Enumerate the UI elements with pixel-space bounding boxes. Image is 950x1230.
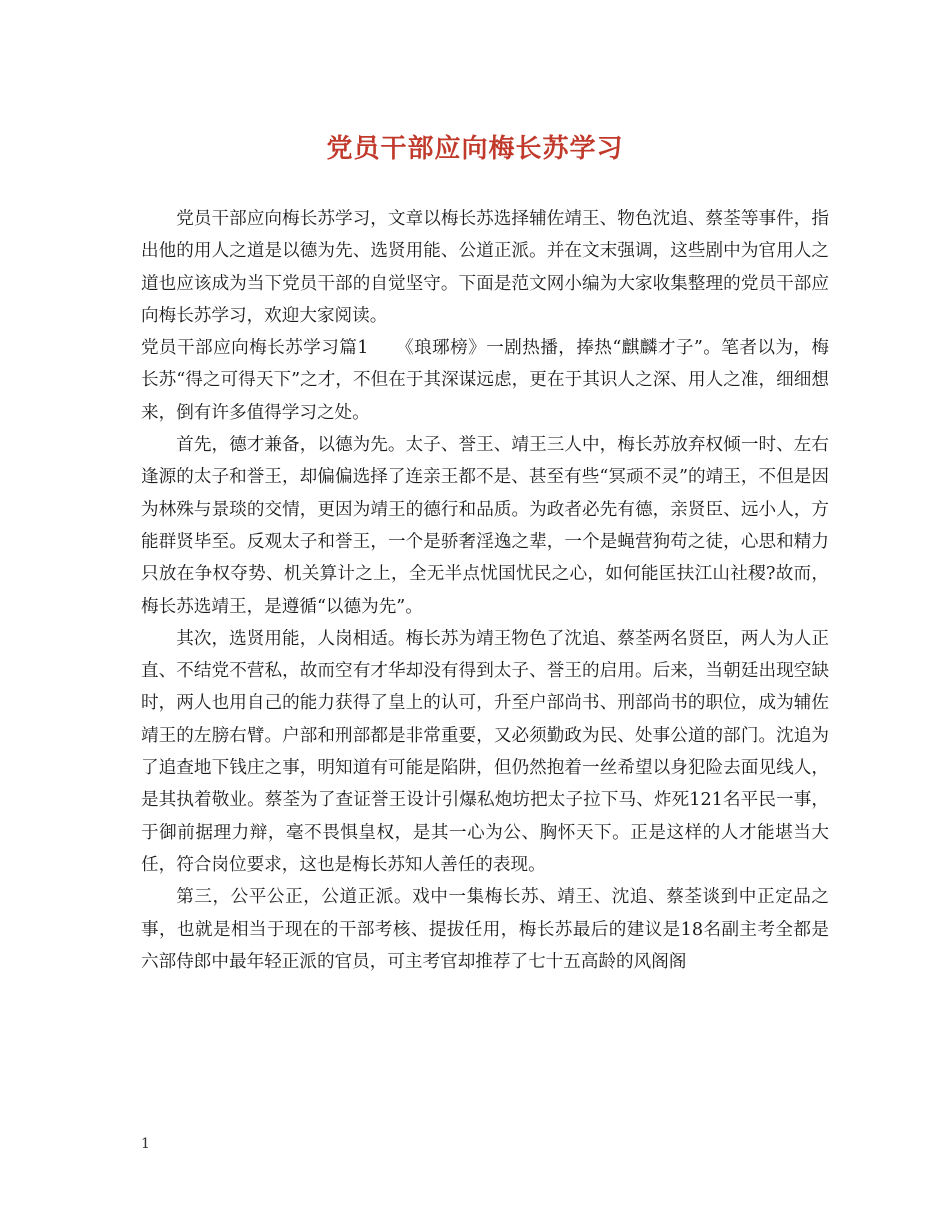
- page-number: 1: [141, 1136, 150, 1152]
- document-title: 党员干部应向梅长苏学习: [326, 134, 624, 164]
- paragraph-second-point: 其次，选贤用能，人岗相适。梅长苏为靖王物色了沈追、蔡荃两名贤臣，两人为人正直、不结党不营私，故而空有才华却没有得到太子、誉王的启用。后来，当朝廷出现空缺时，两人也用自己的能力获得了皇上的认可，升至户部尚书、刑部尚书的职位，成为辅佐靖王的左膀右臂。户部和刑部都是非常重要，又必须勤政为民、处事公道的部门。沈追为了追查地下钱庄之事，明知道有可能是陷阱，但仍然抱着一丝希望以身犯险去面见线人，是其执着敬业。蔡荃为了查证誉王设计引爆私炮坊把太子拉下马、炸死121名平民一事，于御前据理力辩，毫不畏惧皇权，是其一心为公、胸怀天下。正是这样的人才能堪当大任，符合岗位要求，这也是梅长苏知人善任的表现。: [141, 628, 829, 875]
- paragraph-third-point: 第三，公平公正，公道正派。戏中一集梅长苏、靖王、沈追、蔡荃谈到中正定品之事，也就是相当于现在的干部考核、提拔任用，梅长苏最后的建议是18名副主考全都是六部侍郎中最年轻正派的官员，可主考官却推荐了七十五高龄的风阁阁: [141, 887, 829, 972]
- paragraph-intro: 党员干部应向梅长苏学习，文章以梅长苏选择辅佐靖王、物色沈追、蔡荃等事件，指出他的用人之道是以德为先、选贤用能、公道正派。并在文末强调，这些剧中为官用人之道也应该成为当下党员干部的自觉坚守。下面是范文网小编为大家收集整理的党员干部应向梅长苏学习，欢迎大家阅读。: [141, 209, 829, 326]
- document-body: [141, 203, 829, 978]
- paragraph-first-point: 首先，德才兼备，以德为先。太子、誉王、靖王三人中，梅长苏放弃权倾一时、左右逢源的太子和誉王，却偏偏选择了连亲王都不是、甚至有些“冥顽不灵”的靖王，不但是因为林殊与景琰的交情，更因为靖王的德行和品质。为政者必先有德，亲贤臣、远小人，方能群贤毕至。反观太子和誉王，一个是骄奢淫逸之辈，一个是蝇营狗苟之徒，心思和精力只放在争权夺势、机关算计之上，全无半点忧国忧民之心，如何能匡扶江山社稷?故而，梅长苏选靖王，是遵循“以德为先”。: [141, 435, 829, 617]
- paragraph-section-1-heading: 党员干部应向梅长苏学习篇1 《琅琊榜》一剧热播，捧热“麒麟才子”。笔者以为，梅长苏“得之可得天下”之才，不但在于其深谋远虑，更在于其识人之深、用人之准，细细想来，倒有许多值得学习之处。: [141, 338, 829, 423]
